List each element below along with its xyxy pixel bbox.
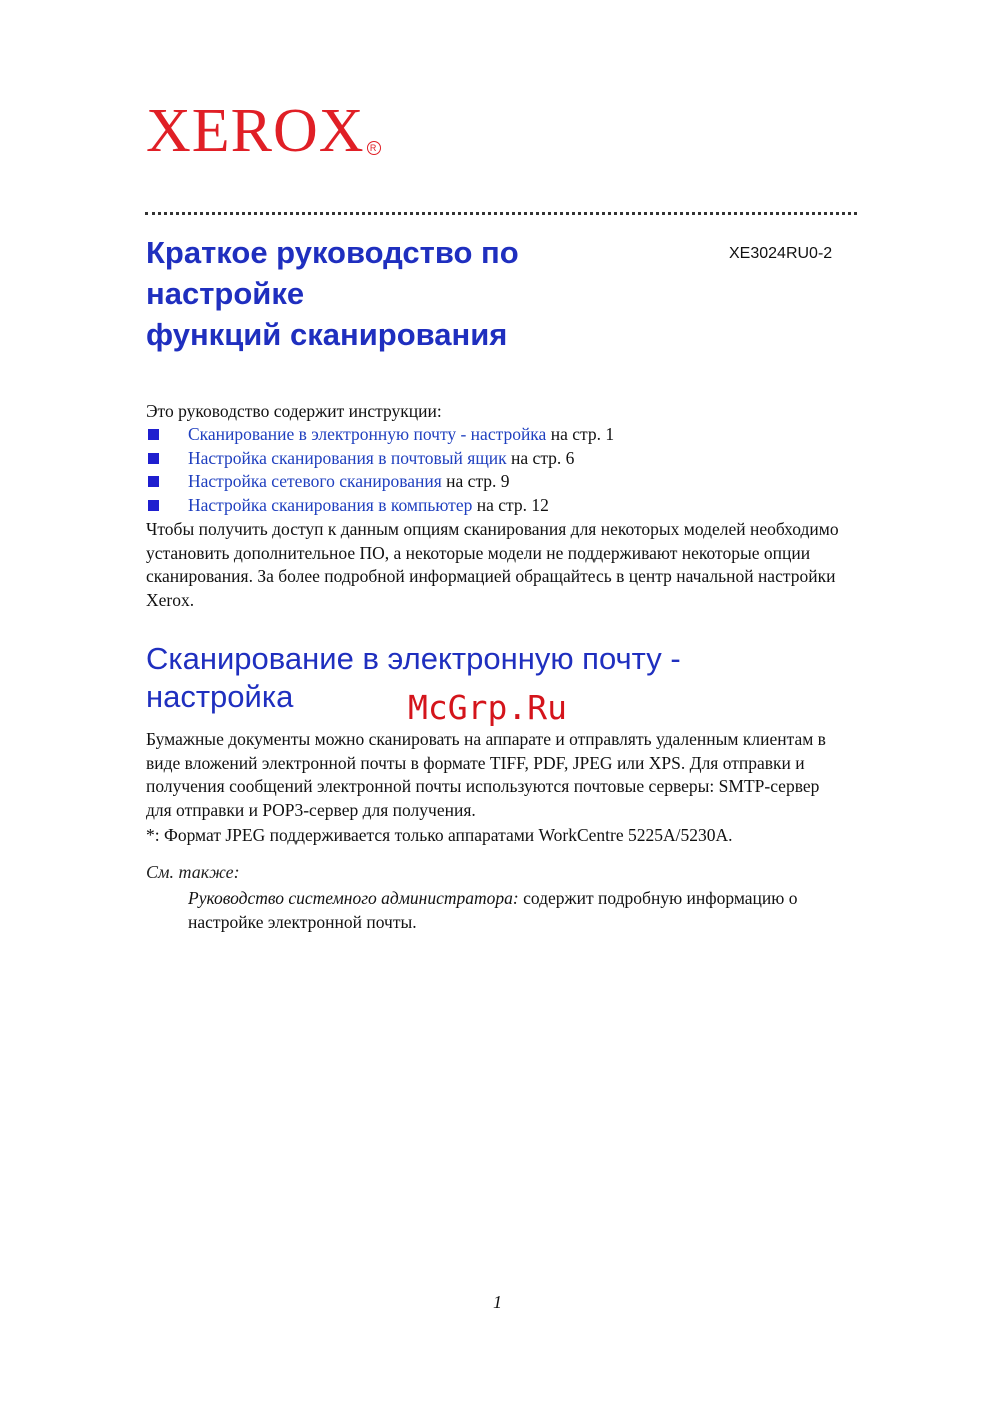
registered-mark-icon: R	[367, 141, 381, 155]
document-title	[146, 232, 519, 355]
square-bullet-icon	[148, 476, 159, 487]
contents-item	[146, 447, 614, 471]
contents-page-ref: на стр. 1	[546, 424, 615, 444]
see-also-reference: Руководство системного администратора:	[188, 888, 519, 908]
contents-page-ref: на стр. 12	[472, 495, 549, 516]
section-title-line: настройка	[146, 679, 294, 714]
see-also-label: См. также:	[146, 862, 240, 882]
see-also-text	[188, 886, 858, 934]
contents-link[interactable]: Настройка сканирования в компьютер	[188, 495, 473, 516]
contents-item	[146, 494, 614, 518]
access-paragraph: Чтобы получить доступ к данным опциям сканирования для некоторых моделей необходимо установить дополнительное ПО, а некоторые модели не поддерживают некоторые опции сканирования. За более подробной информацией обращайтесь в центр начальной настройки Xerox.	[146, 519, 839, 611]
xerox-logo-text: XEROX	[146, 97, 365, 165]
contents-link[interactable]: Настройка сканирования в почтовый ящик	[188, 447, 507, 468]
contents-link[interactable]: Настройка сетевого сканирования	[188, 471, 442, 492]
page-number: 1	[493, 1292, 502, 1312]
document-title-line: настройке	[146, 276, 305, 311]
contents-page-ref: на стр. 6	[506, 447, 575, 468]
dotted-divider	[145, 212, 857, 215]
square-bullet-icon	[148, 429, 159, 440]
contents-page-ref: на стр. 9	[441, 471, 510, 492]
contents-link[interactable]: Сканирование в электронную почту - настройка	[188, 424, 547, 444]
contents-item	[146, 423, 614, 447]
see-also-description: содержит подробную информацию о настройке электронной почты.	[188, 888, 798, 932]
document-code: XE3024RU0-2	[729, 245, 833, 262]
square-bullet-icon	[148, 500, 159, 511]
document-title-line: Краткое руководство по	[146, 235, 519, 270]
jpeg-note: *: Формат JPEG поддерживается только аппаратами WorkCentre 5225A/5230A.	[146, 825, 733, 845]
square-bullet-icon	[148, 453, 159, 464]
section-title-line: Сканирование в электронную почту -	[146, 641, 681, 676]
watermark: McGrp.Ru	[408, 688, 567, 727]
scan-paragraph: Бумажные документы можно сканировать на аппарате и отправлять удаленным клиентам в виде вложений электронной почты в формате TIFF, PDF, JPEG или XPS. Для отправки и получения сообщений электронной почты используются почтовые серверы: SMTP-сервер для отправки и POP3-сервер для получения.	[146, 729, 826, 821]
document-title-line: функций сканирования	[146, 317, 508, 352]
contents-item	[146, 470, 614, 494]
xerox-logo	[146, 97, 381, 165]
intro-text: Это руководство содержит инструкции:	[146, 401, 442, 421]
contents-list	[146, 423, 614, 518]
